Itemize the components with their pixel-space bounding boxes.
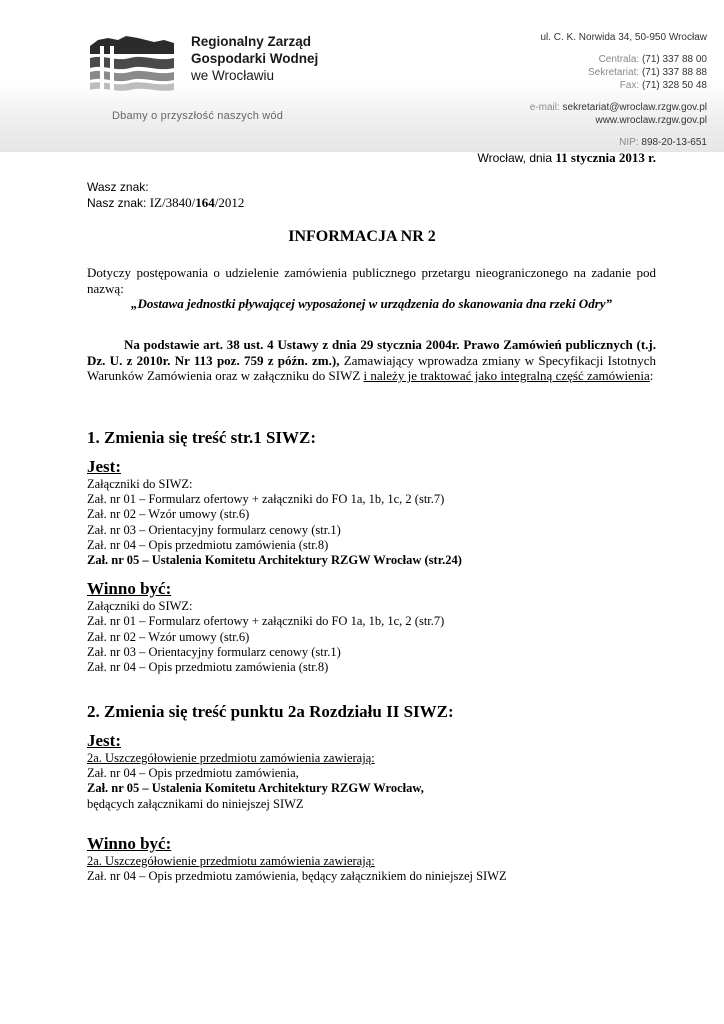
list-item: Zał. nr 04 – Opis przedmiotu zamówienia (str.8) [87, 660, 329, 675]
list-item: Zał. nr 02 – Wzór umowy (str.6) [87, 507, 250, 522]
section-2-jest-label: Jest: [87, 731, 121, 750]
list-item: będących załącznikami do niniejszej SIWZ [87, 796, 304, 811]
section-2-winno-list [87, 854, 656, 884]
contact-block [530, 31, 707, 149]
list-item: Zał. nr 02 – Wzór umowy (str.6) [87, 629, 250, 644]
date-value: 11 stycznia 2013 r. [555, 150, 656, 165]
website: www.wroclaw.rzgw.gov.pl [595, 115, 707, 126]
org-name-line3: we Wrocławiu [191, 68, 275, 83]
phone-centrala: Centrala: (71) 337 88 00 [598, 54, 707, 65]
email: e-mail: sekretariat@wroclaw.rzgw.gov.pl [529, 102, 707, 113]
our-ref: Nasz znak: IZ/3840/164/2012 [87, 195, 245, 210]
section-1-jest-list [87, 477, 656, 568]
section-2-winno-label: Winno być: [87, 833, 172, 853]
rzgw-logo-icon [84, 32, 180, 94]
date-line [478, 150, 656, 166]
section-1 [87, 428, 656, 675]
section-1-winno-list [87, 599, 656, 675]
intro-text: Dotyczy postępowania o udzielenie zamówienia publicznego przetargu nieograniczonego na zadanie pod nazwą: [87, 265, 656, 296]
list-item: Zał. nr 01 – Formularz ofertowy + załączniki do FO 1a, 1b, 1c, 2 (str.7) [87, 492, 445, 507]
list-item: Zał. nr 04 – Opis przedmiotu zamówienia, będący załącznikiem do niniejszej SIWZ [87, 869, 507, 884]
section-2-jest-list [87, 751, 656, 812]
address: ul. C. K. Norwida 34, 50-950 Wrocław [540, 32, 707, 43]
list-item: Zał. nr 03 – Orientacyjny formularz cenowy (str.1) [87, 644, 341, 659]
organization-name [191, 33, 318, 84]
list-item: Załączniki do SIWZ: [87, 599, 193, 614]
org-name-line2: Gospodarki Wodnej [191, 51, 319, 66]
nip: NIP: 898-20-13-651 [619, 137, 707, 148]
subject-line: „Dostawa jednostki pływającej wyposażonej w urządzenia do skanowania dna rzeki Odry” [130, 296, 613, 311]
list-item: Zał. nr 05 – Ustalenia Komitetu Architektury RZGW Wrocław (str.24) [87, 553, 462, 568]
section-1-heading: 1. Zmienia się treść str.1 SIWZ: [87, 428, 317, 447]
list-item: Zał. nr 05 – Ustalenia Komitetu Architektury RZGW Wrocław, [87, 781, 424, 796]
legal-basis-bold: Na podstawie art. 38 ust. 4 Ustawy z dnia 29 stycznia 2004r. Prawo Zamówień publicznych (t.j. Dz. U. z 2010r. Nr 113 poz. 759 z późn. zm.), [87, 337, 656, 368]
section-2 [87, 702, 656, 884]
list-item: Załączniki do SIWZ: [87, 477, 193, 491]
tagline: Dbamy o przyszłość naszych wód [112, 110, 284, 122]
date-prefix: Wrocław, dnia [477, 151, 553, 165]
org-name-line1: Regionalny Zarząd [191, 34, 312, 49]
fax: Fax: (71) 328 50 48 [619, 80, 707, 91]
your-ref: Wasz znak: [87, 180, 149, 194]
phone-sekretariat: Sekretariat: (71) 337 88 88 [588, 67, 707, 78]
list-item: Zał. nr 04 – Opis przedmiotu zamówienia, [87, 766, 299, 781]
list-item: Zał. nr 03 – Orientacyjny formularz cenowy (str.1) [87, 522, 341, 537]
letterhead [0, 0, 724, 152]
section-1-jest-label: Jest: [87, 457, 121, 476]
reference-numbers [87, 180, 244, 211]
list-item: 2a. Uszczegółowienie przedmiotu zamówienia zawierają: [87, 751, 375, 765]
list-item: Zał. nr 04 – Opis przedmiotu zamówienia (str.8) [87, 537, 329, 552]
integral-part-note: i należy je traktować jako integralną część zamówienia [363, 368, 650, 383]
document-title: INFORMACJA NR 2 [288, 228, 436, 245]
legal-basis-paragraph: Na podstawie art. 38 ust. 4 Ustawy z dnia 29 stycznia 2004r. Prawo Zamówień publicznych (t.j. Dz. U. z 2010r. Nr 113 poz. 759 z późn. zm.), Zamawiający wprowadza zmiany w Specyfikacji Istotnych Warunków Zamówienia oraz w załączniku do SIWZ i należy je traktować jako integralną część zamówienia: [87, 337, 656, 383]
section-2-heading: 2. Zmienia się treść punktu 2a Rozdziału II SIWZ: [87, 702, 454, 721]
section-1-winno-label: Winno być: [87, 579, 172, 599]
list-item: 2a. Uszczegółowienie przedmiotu zamówienia zawierają: [87, 853, 375, 868]
list-item: Zał. nr 01 – Formularz ofertowy + załączniki do FO 1a, 1b, 1c, 2 (str.7) [87, 614, 445, 629]
